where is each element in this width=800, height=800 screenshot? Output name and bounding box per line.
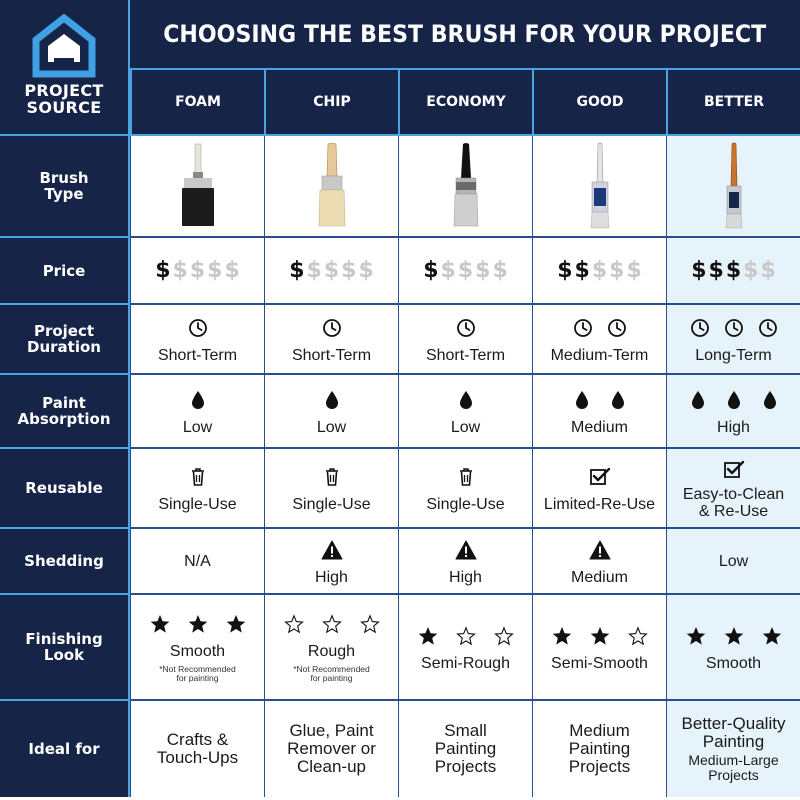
shedding-cell-economy [398,529,532,595]
foam-brush-image [168,142,228,230]
ideal-text: Medium Painting Projects [568,721,631,776]
dollar-active-icon: $ [574,258,590,283]
shedding-cell-better [666,529,800,595]
star-outline-icon [360,614,380,634]
chart-title: CHOOSING THE BEST BRUSH FOR YOUR PROJECT [163,20,767,48]
star-filled-icon [762,626,782,646]
duration-cell-good [532,305,666,375]
warning-icon [589,540,611,560]
finishing-label: Semi-Smooth [551,654,648,672]
star-filled-icon [590,626,610,646]
ideal-cell-good [532,701,666,797]
column-header-good: GOOD [532,70,666,136]
warning-icon [455,540,477,560]
duration-label: Long-Term [695,346,772,364]
reusable-label: Single-Use [158,495,237,513]
finishing-cell-good [532,595,666,701]
brush-image-foam [130,136,264,238]
good-brush-image [570,142,630,230]
dollar-active-icon: $ [557,258,573,283]
dollar-active-icon: $ [708,258,724,283]
reusable-cell-better [666,449,800,529]
chart-title-bar [130,0,800,70]
ideal-cell-chip [264,701,398,797]
warning-icon [321,540,343,560]
row-header-duration: Project Duration [0,305,130,375]
absorption-cell-foam [130,375,264,449]
brush-image-chip [264,136,398,238]
dollar-active-icon: $ [289,258,305,283]
column-header-better: BETTER [666,70,800,136]
row-header-finishing: Finishing Look [0,595,130,701]
star-filled-icon [188,614,208,634]
star-filled-icon [150,614,170,634]
dollar-active-icon: $ [423,258,439,283]
absorption-label: Low [182,418,213,436]
drop-icon [325,390,339,410]
dollar-inactive-icon: $ [743,258,759,283]
clock-icon [758,318,778,338]
absorption-label: Low [450,418,481,436]
finishing-note: *Not Recommended for painting [159,664,236,683]
duration-label: Short-Term [425,346,506,364]
star-outline-icon [322,614,342,634]
column-header-foam: FOAM [130,70,264,136]
ideal-cell-economy [398,701,532,797]
brand-name: PROJECT SOURCE [24,81,104,117]
brush-image-economy [398,136,532,238]
drop-icon [575,390,589,410]
duration-cell-chip [264,305,398,375]
dollar-inactive-icon: $ [609,258,625,283]
dollar-inactive-icon: $ [626,258,642,283]
row-header-price: Price [0,238,130,305]
row-header-reusable: Reusable [0,449,130,529]
dollar-inactive-icon: $ [760,258,776,283]
clock-icon [456,318,476,338]
clock-icon [690,318,710,338]
price-cell-economy [398,238,532,305]
star-filled-icon [724,626,744,646]
absorption-label: Low [316,418,347,436]
drop-icon [459,390,473,410]
duration-label: Short-Term [291,346,372,364]
price-cell-foam [130,238,264,305]
shedding-label: Low [718,552,749,570]
shedding-label: Medium [571,568,628,586]
price-cell-chip [264,238,398,305]
better-brush-image [704,142,764,230]
house-logo-icon [32,14,96,78]
drop-icon [191,390,205,410]
star-outline-icon [628,626,648,646]
column-header-chip: CHIP [264,70,398,136]
star-filled-icon [552,626,572,646]
clock-icon [724,318,744,338]
trash-icon [190,467,206,487]
duration-label: Short-Term [157,346,238,364]
dollar-inactive-icon: $ [358,258,374,283]
dollar-inactive-icon: $ [306,258,322,283]
shedding-cell-foam [130,529,264,595]
reusable-label: Single-Use [292,495,371,513]
ideal-text: Crafts & Touch-Ups [156,730,239,767]
drop-icon [727,390,741,410]
shedding-label: High [315,568,348,586]
brand-logo [0,0,130,136]
shedding-label: N/A [184,552,211,570]
price-cell-better [666,238,800,305]
star-filled-icon [418,626,438,646]
duration-cell-better [666,305,800,375]
finishing-label: Smooth [705,654,762,672]
dollar-inactive-icon: $ [341,258,357,283]
star-outline-icon [494,626,514,646]
brush-image-better [666,136,800,238]
dollar-inactive-icon: $ [492,258,508,283]
dollar-active-icon: $ [691,258,707,283]
finishing-cell-better [666,595,800,701]
dollar-active-icon: $ [155,258,171,283]
trash-icon [324,467,340,487]
finishing-note: *Not Recommended for painting [293,664,370,683]
ideal-subtext: Medium-Large Projects [688,752,779,783]
dollar-inactive-icon: $ [591,258,608,283]
finishing-cell-chip [264,595,398,701]
finishing-label: Semi-Rough [421,654,510,672]
economy-brush-image [436,142,496,230]
clock-icon [573,318,593,338]
reusable-cell-chip [264,449,398,529]
shedding-label: High [449,568,482,586]
finishing-label: Smooth [169,643,226,660]
trash-icon [458,467,474,487]
absorption-cell-economy [398,375,532,449]
duration-cell-economy [398,305,532,375]
duration-label: Medium-Term [550,346,649,364]
ideal-text: Small Painting Projects [434,721,497,776]
absorption-label: High [717,418,750,436]
dollar-inactive-icon: $ [172,258,188,283]
checkbox-icon [723,460,745,480]
dollar-inactive-icon: $ [475,258,491,283]
checkbox-icon [589,467,611,487]
reusable-cell-economy [398,449,532,529]
finishing-cell-economy [398,595,532,701]
absorption-label: Medium [571,418,628,436]
dollar-inactive-icon: $ [323,258,340,283]
star-filled-icon [686,626,706,646]
column-header-economy: ECONOMY [398,70,532,136]
drop-icon [763,390,777,410]
dollar-inactive-icon: $ [440,258,456,283]
dollar-active-icon: $ [725,258,742,283]
star-filled-icon [226,614,246,634]
ideal-cell-foam [130,701,264,797]
reusable-label: Limited-Re-Use [543,495,656,513]
row-header-ideal: Ideal for [0,701,130,797]
ideal-text: Better-Quality Painting [681,714,786,751]
absorption-cell-good [532,375,666,449]
price-cell-good [532,238,666,305]
brush-image-good [532,136,666,238]
ideal-text: Glue, Paint Remover or Clean-up [287,721,376,776]
absorption-cell-chip [264,375,398,449]
shedding-cell-chip [264,529,398,595]
dollar-inactive-icon: $ [207,258,223,283]
finishing-label: Rough [307,643,356,660]
row-header-brush-type: Brush Type [0,136,130,238]
reusable-label: Easy-to-Clean & Re-Use [682,485,785,520]
absorption-cell-better [666,375,800,449]
clock-icon [322,318,342,338]
clock-icon [188,318,208,338]
dollar-inactive-icon: $ [457,258,474,283]
reusable-cell-foam [130,449,264,529]
dollar-inactive-icon: $ [189,258,206,283]
shedding-cell-good [532,529,666,595]
ideal-cell-better [666,701,800,797]
star-outline-icon [284,614,304,634]
chip-brush-image [302,142,362,230]
duration-cell-foam [130,305,264,375]
row-header-absorption: Paint Absorption [0,375,130,449]
drop-icon [611,390,625,410]
row-header-shedding: Shedding [0,529,130,595]
star-outline-icon [456,626,476,646]
drop-icon [691,390,705,410]
reusable-cell-good [532,449,666,529]
clock-icon [607,318,627,338]
finishing-cell-foam [130,595,264,701]
dollar-inactive-icon: $ [224,258,240,283]
reusable-label: Single-Use [426,495,505,513]
